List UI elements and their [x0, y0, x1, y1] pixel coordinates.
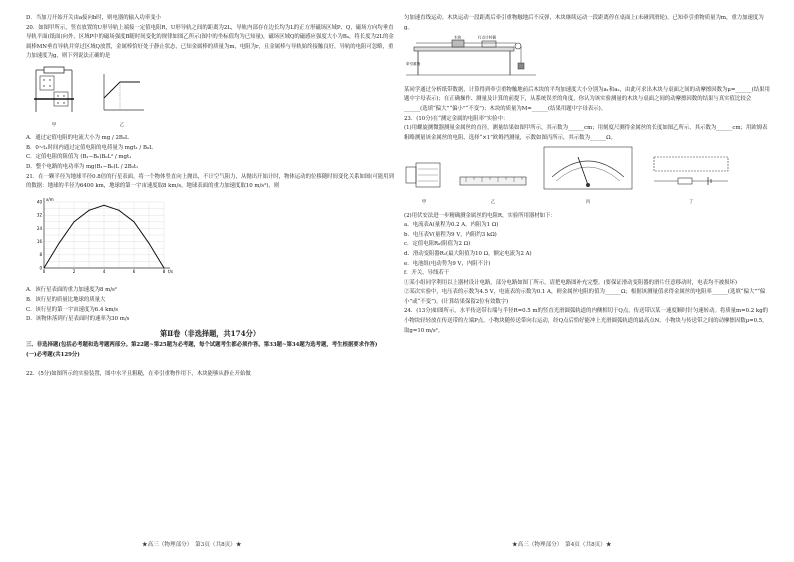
left-page-column	[26, 14, 394, 380]
ohmmeter-dial-diagram	[542, 145, 634, 193]
label-timer: 打点计时器	[478, 35, 496, 40]
q20-stem: 20．如图甲所示，竖直放置的U形导轨上端接一定值电阻R，U形导轨之间的距离为2L，导轨内部存在边长均为L的正方形磁场区域P、Q，磁场方向均垂直导轨平面(纸面)向外，区域P中的磁场强度B随时间变化的规律如图乙所示(图中的坐标值均为已知量)，磁场区域Q的磁感应强度大小为B₀，将长度为2L的金属棒MN垂直导轨并穿过区域Q放置，金属棒恰好处于静止状态，已知金属棒的质量为m，电阻为r，且金属棒与导轨始终接触良好，导轨的电阻可忽略，重力加速度为g，则下列说法正确的是	[26, 24, 394, 60]
circuit-figure	[648, 153, 734, 207]
ruler-diagram	[458, 173, 528, 193]
label-weight: 牵引重物	[406, 62, 421, 67]
ohmmeter-figure	[542, 145, 634, 207]
data-point	[74, 221, 75, 222]
required-section-label: (一)必考题(共129分)	[26, 351, 80, 358]
circuit-diagram-partial	[648, 153, 734, 193]
y-axis-label: x/m	[46, 196, 54, 202]
q20-option-c: C．定值电阻的阻值为 (B₁−B₀)B₀L² / mgt₁	[26, 154, 132, 161]
equipment-c: c．定值电阻R₀(阻值为2 Ω)	[404, 241, 471, 248]
figure-caption-yi-right: 乙	[490, 199, 496, 205]
q23-part1: (1)用螺旋测微器测量金属丝的直径，测量结果如图甲所示，其示数为______cm；用刻度尺测得金属丝的长度如图乙所示，其示数为______cm；用欧姆表粗略测量该金属丝的电阻，选择“×1”欧姆挡测量，示数如图丙所示，其示数为______Ω。	[404, 125, 768, 141]
x-tick-label: 8	[162, 268, 166, 274]
figure-caption-jia: 甲	[51, 122, 57, 128]
part3-instructions: 三、非选择题(包括必考题和选考题两部分。第22题~第25题为必考题，每个试题考生都必须作答。第33题~第34题为选考题，考生根据要求作答)	[26, 342, 378, 349]
q20-figure-jia	[26, 64, 82, 130]
equipment-b: b．电压表V(量程为9 V，内阻约3 kΩ)	[404, 231, 497, 238]
ruler-figure	[458, 173, 528, 207]
right-page-footer: ★高三（物理部分） 第4页（共8页）★	[512, 542, 612, 548]
q22-analysis: 某同学通过分析纸带数据，计算得到牵引重物触地前后木块的平均加速度大小分别为a₁和a₂，由此可求出木块与桌面之间的动摩擦因数为μ=______(结果用题中字母表示)；在正确操作、测量及计算的前提下，从系统误差的角度，你认为该实验测量的木块与桌面之间的动摩擦因数的结果与真实值比较会______(选填“偏大”“偏小”“不变”)；木块的质量为M=______(结果用题中字母表示)。	[404, 86, 770, 112]
x-axis-label: t/s	[168, 268, 173, 274]
x-tick-label: 2	[72, 268, 76, 274]
data-point	[89, 209, 90, 210]
q20-option-b: B．0~t₁时间内通过定值电阻的电荷量为 mgt₁ / B₀L	[26, 144, 153, 151]
data-point	[164, 267, 165, 268]
q23-figures	[404, 145, 772, 207]
q20-figures	[26, 64, 394, 130]
left-page-footer: ★高三（物理部分） 第3页（共8页）★	[142, 542, 242, 548]
data-point	[44, 267, 45, 268]
figure-caption-bing: 丙	[585, 199, 591, 205]
equipment-d: d．滑动变阻器R₁(最大阻值为10 Ω，额定电流为2 A)	[404, 250, 532, 257]
y-tick-label: 32	[36, 212, 42, 218]
micrometer-figure	[404, 159, 444, 207]
micrometer-diagram	[404, 159, 444, 193]
data-point	[59, 242, 60, 243]
pulley-apparatus-diagram	[404, 35, 544, 79]
q23-stem: 23．(10分)在“测定金属的电阻率”实验中：	[404, 115, 509, 122]
equipment-e: e．电池组(电动势为9 V，内阻不计)	[404, 260, 491, 267]
b-t-graph	[96, 70, 148, 116]
displacement-time-chart	[26, 194, 176, 280]
data-point	[134, 221, 135, 222]
part2-title: 第Ⅱ卷（非选择题，共174分）	[159, 328, 261, 338]
q21-option-b: B．该行星的质量比地球的质量大	[26, 296, 106, 303]
q21-stem: 21．在一颗半径为地球半径0.8倍的行星表面，将一个物体竖直向上抛出，不计空气阻力，从抛出开始计时，物体运动的位移随时间变化关系如图(可能用到的数据：地球的半径为6400 km，地球的第一宇宙速度取8 km/s，地球表面的重力加速度取10 m/s²)，则	[26, 173, 394, 190]
q22-continued: 匀加速直线运动。木块运动一段距离后牵引重物触地后不反弹，木块继续运动一段距离停在桌面上(未碰到滑轮)。已知牵引重物质量为m，重力加速度为g。	[404, 15, 764, 31]
right-page-column	[404, 14, 772, 336]
q22-stem: 22．(5分)如图所示的实验装置，图中水平且粗糙，在牵引重物作用下，木块能够从静止开始做	[26, 371, 251, 378]
data-point	[149, 242, 150, 243]
y-tick-label: 24	[36, 225, 42, 231]
figure-caption-ding: 丁	[688, 199, 694, 205]
q21-option-a: A．该行星表面的重力加速度为8 m/s²	[26, 287, 117, 294]
q23-subquestion-2: ②某次实验中，电压表的示数为4.5 V，电流表的示数为0.1 A，则金属丝电阻的值为______Ω；根据该测量值求得金属丝的电阻率______(选填“偏大”“偏小”或“不变”)。(计算结果保留2位有效数字)	[404, 289, 766, 305]
q23-subquestion-1: ①某小组同学利用以上器材设计电路，部分电路如图丁所示，请把电路图补充完整。(要保证滑动变阻器的滑片任意移动时，电表均不被损坏)	[404, 279, 738, 286]
u-rail-diagram	[26, 64, 82, 116]
q23-part2: (2)用伏安法进一步精确测金属丝的电阻R，实验所用器材如下：	[404, 212, 556, 219]
equipment-a: a．电流表A(量程为0.2 A，内阻为1 Ω)	[404, 222, 499, 229]
label-block: 木块	[454, 35, 462, 40]
q21-option-c: C．该行星的第一宇宙速度为6.4 km/s	[26, 306, 119, 313]
y-tick-label: 8	[39, 251, 42, 257]
q24-stem: 24．(13分)如图所示，水平传送带右端与半径R=0.5 m的竖直光滑圆弧轨道的内侧相切于Q点，传送带以某一速度顺时针匀速转动。将质量m=0.2 kg的小物块轻轻放在传送带的左端P点，小物块随传送带向右运动，经Q点后恰好能冲上光滑圆弧轨道的最高点N。小物块与传送带之间的动摩擦因数μ=0.5，取g=10 m/s²。	[404, 308, 769, 334]
figure-caption-jia-right: 甲	[421, 199, 427, 205]
y-tick-label: 40	[36, 199, 42, 205]
figure-caption-yi: 乙	[119, 122, 125, 128]
data-point	[119, 209, 120, 210]
q20-figure-yi	[96, 70, 148, 130]
q20-option-d: D．整个电路的电功率为 mg(B₁−B₀)L / 2B₀t₁	[26, 163, 139, 170]
q19-option-d: D．当加刀开始开关由a接向b时，则电器的输入功率变小	[26, 15, 161, 21]
x-tick-label: 0	[42, 268, 46, 274]
q20-option-a: A．通过定值电阻的电流大小为 mg / 2B₀L	[26, 135, 129, 142]
x-tick-label: 4	[102, 268, 106, 274]
q21-option-d: D．该物体落到行星表面时的速率为30 m/s	[26, 316, 130, 323]
q22-apparatus-figure	[404, 35, 772, 84]
y-tick-label: 0	[39, 265, 42, 271]
y-tick-label: 16	[36, 238, 42, 244]
data-point	[104, 205, 105, 206]
equipment-f: f．开关、导线若干	[404, 270, 450, 277]
x-tick-label: 6	[132, 268, 136, 274]
q21-chart	[26, 194, 394, 285]
